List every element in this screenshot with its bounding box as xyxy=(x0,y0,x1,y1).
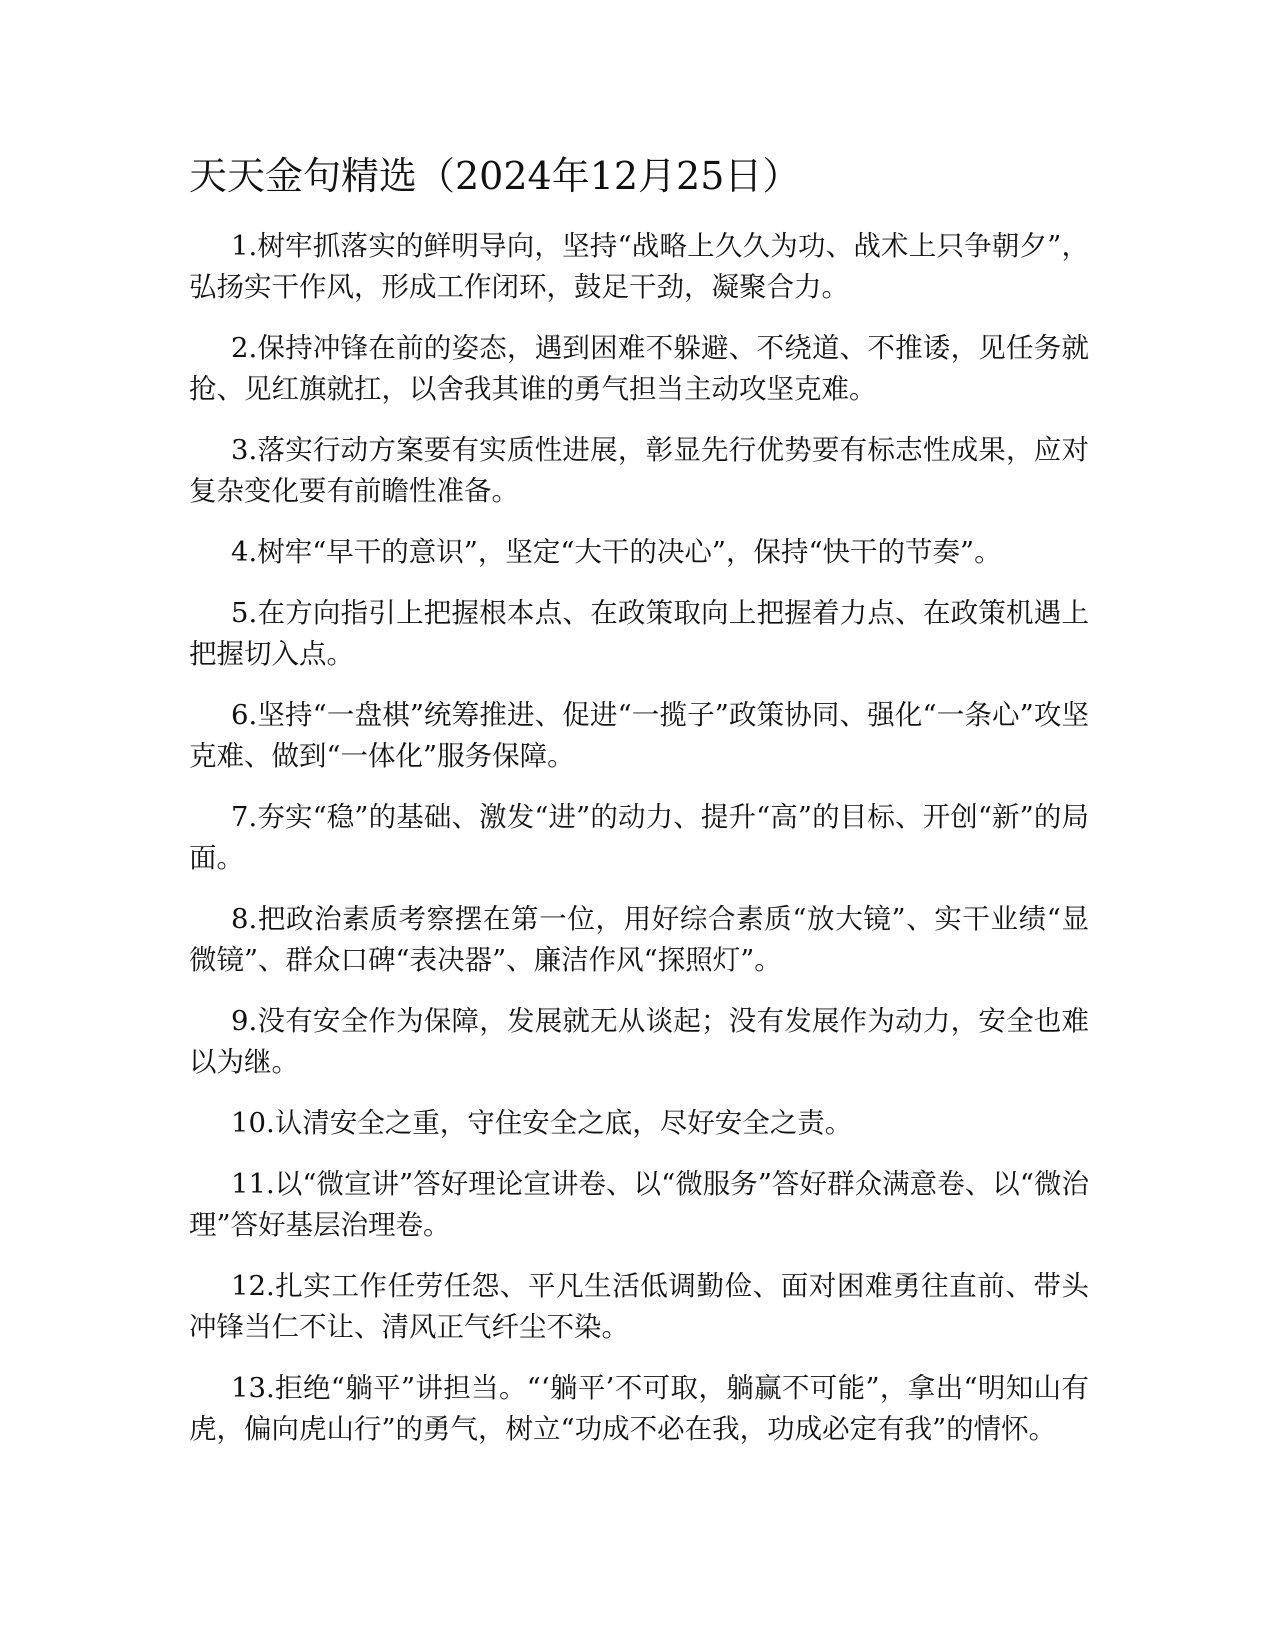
quote-item-6: 6.坚持“一盘棋”统筹推进、促进“一揽子”政策协同、强化“一条心”攻坚克难、做到“一体化”服务保障。 xyxy=(189,699,1089,772)
quote-item-9: 9.没有安全作为保障，发展就无从谈起；没有发展作为动力，安全也难以为继。 xyxy=(189,1005,1089,1078)
quote-item-8: 8.把政治素质考察摆在第一位，用好综合素质“放大镜”、实干业绩“显微镜”、群众口碑“表决器”、廉洁作风“探照灯”。 xyxy=(189,903,1089,976)
quote-item-3: 3.落实行动方案要有实质性进展，彰显先行优势要有标志性成果，应对复杂变化要有前瞻性准备。 xyxy=(189,434,1089,507)
quote-item-2: 2.保持冲锋在前的姿态，遇到困难不躲避、不绕道、不推诿，见任务就抢、见红旗就扛，以舍我其谁的勇气担当主动攻坚克难。 xyxy=(189,332,1089,405)
quote-list xyxy=(189,226,1089,1470)
quote-item-1: 1.树牢抓落实的鲜明导向，坚持“战略上久久为功、战术上只争朝夕”，弘扬实干作风，形成工作闭环，鼓足干劲，凝聚合力。 xyxy=(189,230,1089,303)
quote-item-10: 10.认清安全之重，守住安全之底，尽好安全之责。 xyxy=(231,1107,853,1139)
quote-item-13: 13.拒绝“躺平”讲担当。“‘躺平’不可取，躺赢不可能”，拿出“明知山有虎，偏向虎山行”的勇气，树立“功成不必在我，功成必定有我”的情怀。 xyxy=(189,1372,1089,1445)
quote-item-5: 5.在方向指引上把握根本点、在政策取向上把握着力点、在政策机遇上把握切入点。 xyxy=(189,597,1089,670)
document-title: 天天金句精选（2024年12月25日） xyxy=(189,154,801,198)
quote-item-11: 11.以“微宣讲”答好理论宣讲卷、以“微服务”答好群众满意卷、以“微治理”答好基层治理卷。 xyxy=(189,1168,1089,1241)
quote-item-4: 4.树牢“早干的意识”，坚定“大干的决心”，保持“快干的节奏”。 xyxy=(231,536,1002,568)
quote-item-12: 12.扎实工作任劳任怨、平凡生活低调勤俭、面对困难勇往直前、带头冲锋当仁不让、清风正气纤尘不染。 xyxy=(189,1270,1089,1343)
quote-item-7: 7.夯实“稳”的基础、激发“进”的动力、提升“高”的目标、开创“新”的局面。 xyxy=(189,801,1089,874)
